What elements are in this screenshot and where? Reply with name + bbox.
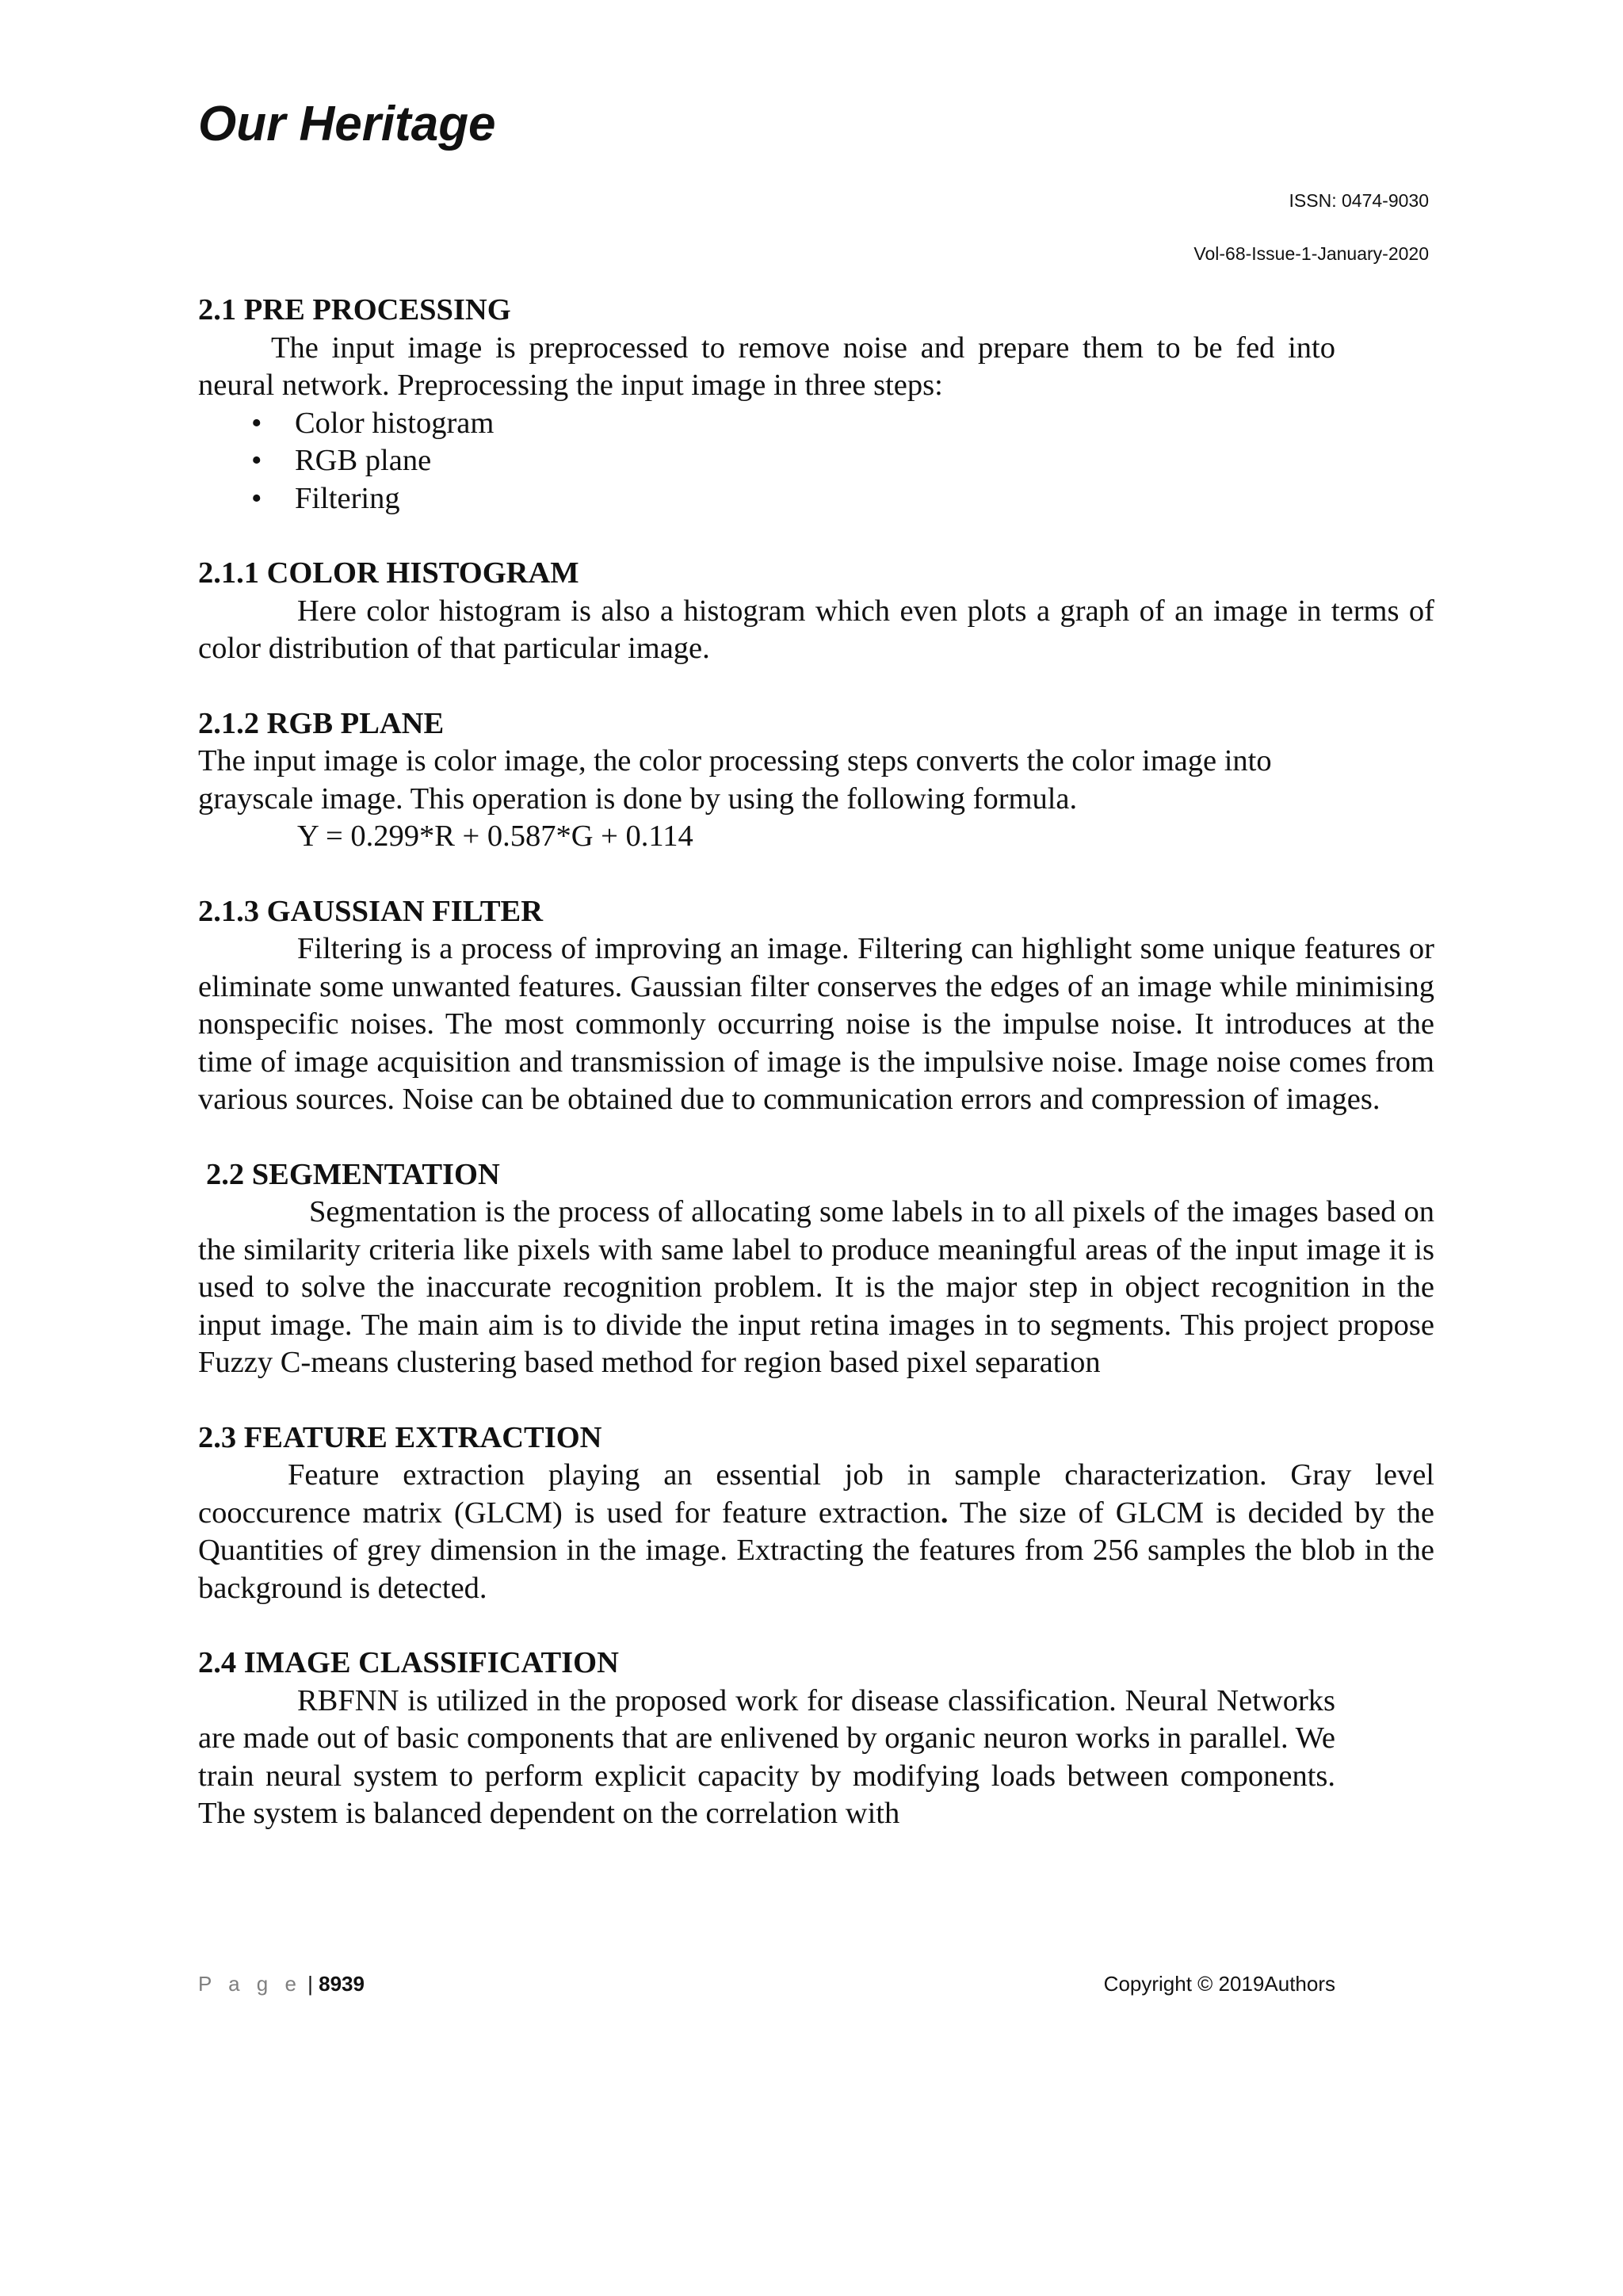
list-item [198, 405, 1434, 443]
list-item-label: Color histogram [295, 406, 495, 440]
section-paragraph: Here color histogram is also a histogram which even plots a graph of an image in terms of color distribution of that particular image. [198, 594, 1434, 665]
list-item [198, 442, 1434, 480]
section-heading: 2.3 FEATURE EXTRACTION [198, 1420, 602, 1454]
section-segmentation [198, 1156, 1434, 1382]
bold-period: . [940, 1496, 949, 1530]
section-heading: 2.1.1 COLOR HISTOGRAM [198, 556, 579, 590]
section-heading: 2.1.3 GAUSSIAN FILTER [198, 894, 544, 928]
paragraph-text: The size of GLCM is decided by the Quantities of grey dimension in the image. Extracting the features from 256 samples the blob in the background is detected. [198, 1496, 1434, 1605]
page-label: P a g e [198, 1972, 302, 1996]
section-paragraph: RBFNN is utilized in the proposed work for disease classification. Neural Networks are made out of basic components that are enlivened by organic neuron works in parallel. We train neural system to perform explicit capacity by modifying loads between components. The system is balanced dependent on the correlation with [198, 1683, 1335, 1830]
section-feature-extraction [198, 1419, 1434, 1608]
journal-title: Our Heritage [198, 97, 496, 151]
page-footer [198, 1973, 1335, 1994]
section-heading: 2.2 SEGMENTATION [206, 1157, 500, 1191]
bullet-icon: • [251, 444, 262, 477]
section-heading: 2.1 PRE PROCESSING [198, 293, 511, 327]
page-number: 8939 [319, 1972, 365, 1996]
section-paragraph: The input image is preprocessed to remove noise and prepare them to be fed into neural network. Preprocessing the input image in three steps: [198, 330, 1335, 402]
volume-label: Vol-68-Issue-1-January-2020 [1193, 243, 1429, 264]
section-color-histogram [198, 555, 1434, 668]
issn-label: ISSN: 0474-9030 [1289, 190, 1429, 211]
article-body [198, 292, 1434, 1833]
list-item-label: RGB plane [295, 444, 432, 477]
section-image-classification [198, 1645, 1434, 1833]
section-paragraph: Segmentation is the process of allocating some labels in to all pixels of the images based on the similarity criteria like pixels with same label to produce meaningful areas of the input image it is used to solve the inaccurate recognition problem. It is the major step in object recognition in the input image. The main aim is to divide the input retina images in to segments. This project propose Fuzzy C-means clustering based method for region based pixel separation [198, 1195, 1434, 1379]
copyright-notice: Copyright © 2019Authors [1103, 1972, 1335, 1996]
section-paragraph: The input image is color image, the color processing steps converts the color image into grayscale image. This operation is done by using the following formula. [198, 744, 1272, 816]
section-rgb-plane [198, 705, 1434, 856]
list-item-label: Filtering [295, 481, 400, 515]
preprocessing-steps-list [198, 405, 1434, 518]
section-gaussian-filter [198, 893, 1434, 1119]
list-item [198, 480, 1434, 518]
page-separator: | [301, 1972, 319, 1996]
bullet-icon: • [251, 481, 262, 515]
section-paragraph: Filtering is a process of improving an image. Filtering can highlight some unique features or eliminate some unwanted features. Gaussian filter conserves the edges of an image while minimising nonspecific noises. The most commonly occurring noise is the impulse noise. It introduces at the time of image acquisition and transmission of image is the impulsive noise. Image noise comes from various sources. Noise can be obtained due to communication errors and compression of images. [198, 932, 1434, 1116]
section-pre-processing [198, 292, 1434, 518]
grayscale-formula: Y = 0.299*R + 0.587*G + 0.114 [297, 819, 693, 853]
bullet-icon: • [251, 406, 262, 440]
paragraph-text: Feature extraction playing an essential job in sample characterization. Gray level cooccurence matrix (GLCM) is used for feature extraction [198, 1458, 1434, 1530]
section-heading: 2.4 IMAGE CLASSIFICATION [198, 1646, 619, 1679]
section-paragraph [198, 1457, 1434, 1607]
section-heading: 2.1.2 RGB PLANE [198, 706, 445, 740]
